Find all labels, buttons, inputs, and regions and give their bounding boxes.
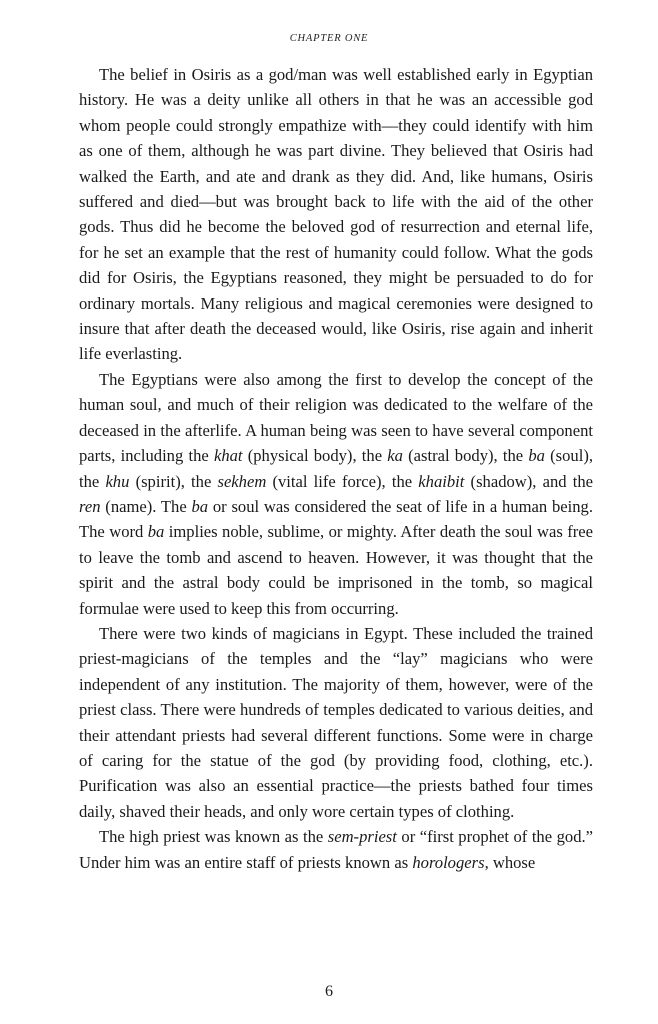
text-run: (vital life force), the <box>266 471 419 491</box>
italic-term: sem-priest <box>327 827 397 847</box>
paragraph <box>79 824 593 875</box>
text-run: There were two kinds of magicians in Egypt. These included the trained priest-magicians of the temples and the “lay” magicians who were independent of any institution. The majority of them, however, were of the priest class. There were hundreds of temples dedicated to various deities, and their attendant priests had several different functions. Some were in charge of caring for the statue of the god (by providing food, clothing, etc.). Purification was also an essential practice—the priests bathed four times daily, shaved their heads, and only wore certain types of clothing. <box>79 623 593 821</box>
italic-term: ka <box>387 446 403 466</box>
italic-term: khu <box>105 471 130 491</box>
text-run: (astral body), the <box>402 446 529 466</box>
italic-term: ren <box>79 496 101 516</box>
italic-term: sekhem <box>217 471 267 491</box>
text-run: or “first prophet of the god.” Under him was an entire staff of priests known as <box>79 827 593 872</box>
paragraph <box>79 367 593 621</box>
italic-term: ba <box>191 496 209 516</box>
text-run: The belief in Osiris as a god/man was well established early in Egyptian history. He was a deity unlike all others in that he was an accessible god whom people could strongly empathize with—they could identify with him as one of them, although he was part divine. They believed that Osiris had walked the Earth, and ate and drank as they did. And, like humans, Osiris suffered and died—but was brought back to life with the aid of the other gods. Thus did he become the beloved god of resurrection and eternal life, for he set an example that the rest of humanity could follow. What the gods did for Osiris, the Egyptians reasoned, they might be persuaded to do for ordinary mortals. Many religious and magical ceremonies were designed to insure that after death the deceased would, like Osiris, rise again and inherit life everlasting. <box>79 65 593 364</box>
italic-term: khaibit <box>418 471 465 491</box>
italic-term: ba <box>528 446 545 466</box>
paragraph <box>79 62 593 367</box>
paragraph <box>79 621 593 824</box>
text-run: (shadow), and the <box>464 471 594 491</box>
text-run: The Egyptians were also among the first to develop the concept of the human soul, and much of their religion was dedicated to the welfare of the deceased in the afterlife. A human being was seen to have several component parts, including the <box>79 369 593 466</box>
page-number: 6 <box>325 983 333 1000</box>
text-run: The high priest was known as the <box>99 827 328 847</box>
italic-term: ba <box>147 522 165 542</box>
text-run: (physical body), the <box>242 446 388 466</box>
italic-term: khat <box>213 446 243 466</box>
text-run: implies noble, sublime, or mighty. After death the soul was free to leave the tomb and ascend to heaven. However, it was thought that the spirit and the astral body could be imprisoned in the tomb, so magical formulae were used to keep this from occurring. <box>79 522 593 618</box>
text-run: , whose <box>484 852 536 872</box>
body-text <box>79 62 593 875</box>
text-run: (spirit), the <box>129 471 218 491</box>
text-run: (soul), the <box>79 446 593 491</box>
running-head: CHAPTER ONE <box>289 33 369 44</box>
text-run: (name). The <box>100 496 192 516</box>
italic-term: horologers <box>412 852 485 872</box>
text-run: or soul was considered the seat of life in a human being. The word <box>79 496 594 542</box>
